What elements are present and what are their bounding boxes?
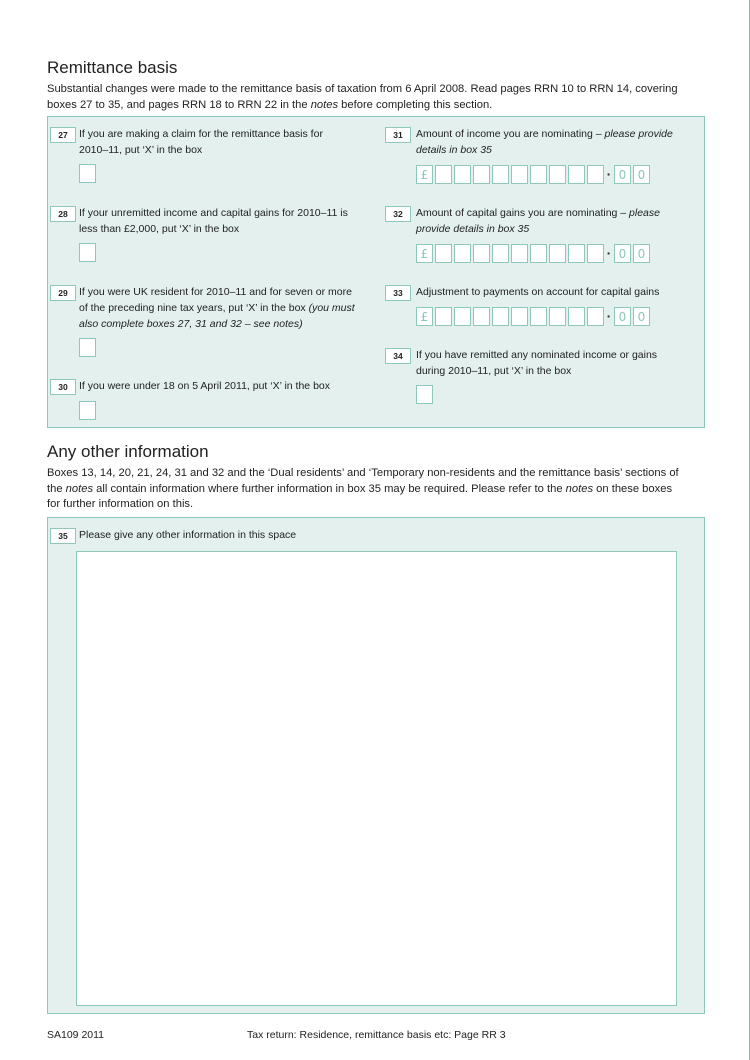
section-heading-remittance: Remittance basis (47, 58, 178, 77)
section-heading-other-information: Any other information (47, 442, 209, 461)
other-intro-line-2: the notes all contain information where further information in box 35 may be required. Please refer to the notes on these boxes (47, 482, 673, 495)
box-number-30: 30 (50, 379, 76, 395)
pence-digit: 0 (633, 307, 650, 326)
box-32-question: Amount of capital gains you are nominating – please provide details in box 35 (416, 207, 660, 235)
box-32-amount-field[interactable] (416, 243, 652, 263)
footer-form-id: SA109 2011 (47, 1029, 105, 1041)
pence-digit: 0 (633, 165, 650, 184)
box-31-question: Amount of income you are nominating – please provide details in box 35 (416, 128, 673, 156)
box-31-amount-field[interactable] (416, 164, 652, 184)
box-number-27: 27 (50, 127, 76, 143)
box-29-question: If you were UK resident for 2010–11 and for seven or more of the preceding nine tax years, put ‘X’ in the box (you must also complete boxes 27, 31 and 32 – see notes) (79, 286, 355, 330)
box-number-31: 31 (385, 127, 411, 143)
box-number-35: 35 (50, 528, 76, 544)
box-34-question: If you have remitted any nominated income or gains during 2010–11, put ‘X’ in the box (416, 349, 658, 377)
box-number-33: 33 (385, 285, 411, 301)
pence-digit: 0 (614, 165, 631, 184)
box-33-amount-field[interactable] (416, 306, 652, 326)
box-30-checkbox[interactable] (79, 401, 96, 420)
footer-page-label: Tax return: Residence, remittance basis etc: Page RR 3 (247, 1029, 506, 1041)
decimal-point: · (606, 308, 612, 324)
box-number-32: 32 (385, 206, 411, 222)
box-33-question: Adjustment to payments on account for capital gains (416, 286, 660, 298)
currency-symbol: £ (416, 165, 433, 184)
box-number-29: 29 (50, 285, 76, 301)
other-information-panel (47, 517, 705, 1014)
box-27-checkbox[interactable] (79, 164, 96, 183)
other-intro-line-1: Boxes 13, 14, 20, 21, 24, 31 and 32 and the ‘Dual residents’ and ‘Temporary non-residents and the remittance basis’ sections of (47, 467, 679, 479)
intro-line-1: Substantial changes were made to the remittance basis of taxation from 6 April 2008. Read pages RRN 10 to RRN 14, covering (47, 83, 678, 95)
pence-digit: 0 (614, 307, 631, 326)
decimal-point: · (606, 245, 612, 261)
box-34-checkbox[interactable] (416, 385, 433, 404)
remittance-intro (47, 82, 737, 113)
pence-digit: 0 (633, 244, 650, 263)
pence-digit: 0 (614, 244, 631, 263)
remittance-panel (47, 116, 705, 428)
box-number-34: 34 (385, 348, 411, 364)
currency-symbol: £ (416, 244, 433, 263)
other-intro-line-3: for further information on this. (47, 498, 194, 510)
other-information-intro (47, 466, 737, 513)
box-35-textarea[interactable] (76, 551, 677, 1006)
decimal-point: · (606, 166, 612, 182)
box-35-label: Please give any other information in this space (79, 529, 297, 541)
box-27-question: If you are making a claim for the remittance basis for 2010–11, put ‘X’ in the box (79, 128, 323, 156)
box-number-28: 28 (50, 206, 76, 222)
currency-symbol: £ (416, 307, 433, 326)
box-28-question: If your unremitted income and capital gains for 2010–11 is less than £2,000, put ‘X’ in the box (79, 207, 348, 235)
box-28-checkbox[interactable] (79, 243, 96, 262)
box-29-checkbox[interactable] (79, 338, 96, 357)
intro-line-2: boxes 27 to 35, and pages RRN 18 to RRN 22 in the notes before completing this section. (47, 98, 493, 111)
box-30-question: If you were under 18 on 5 April 2011, put ‘X’ in the box (79, 380, 330, 392)
